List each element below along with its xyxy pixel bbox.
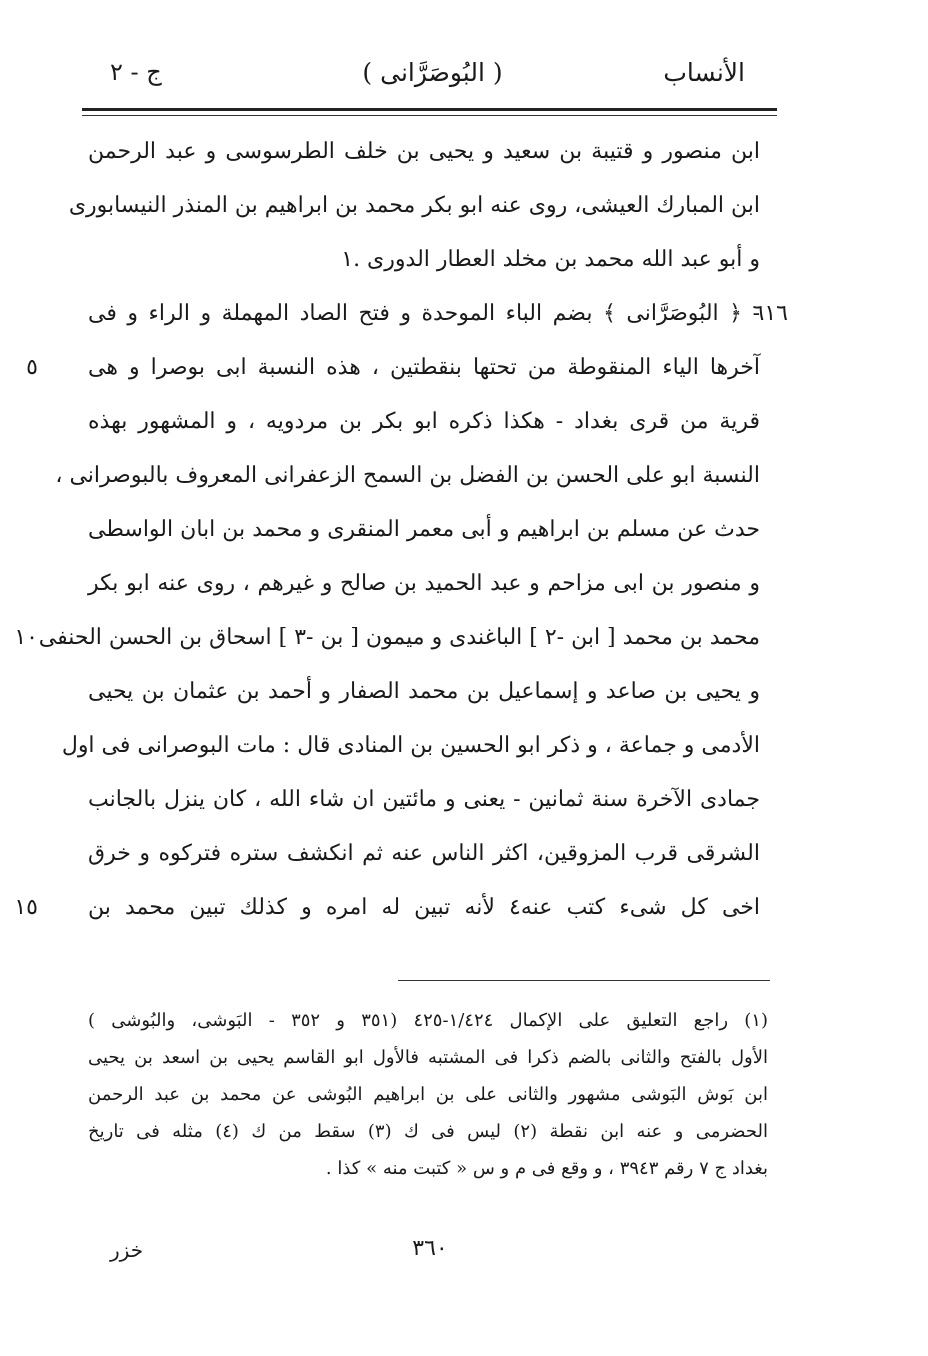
- line-text: الأدمى و جماعة ، و ذكر ابو الحسين بن المنادى قال : مات البوصرانى فى اول: [61, 733, 760, 758]
- running-header: [90, 58, 775, 98]
- line-text: و منصور بن ابى مزاحم و عبد الحميد بن صالح و غيرهم ، روى عنه ابو بكر: [88, 571, 760, 596]
- line-text: جمادى الآخرة سنة ثمانين - يعنى و مائتين ان شاء الله ، كان ينزل بالجانب: [88, 787, 760, 812]
- footnote-line: (١) راجع التعليق على الإكمال ١/٤٢٤-٤٢٥ (٣٥١ و ٣٥٢ - البَوشى، والبُوشى ): [88, 1010, 768, 1031]
- text-line: [88, 236, 760, 290]
- footnote-line: الأول بالفتح والثانى بالضم ذكرا فى المشتبه فالأول ابو القاسم يحيى بن اسعد بن يحيى: [88, 1047, 768, 1068]
- signature-code: خزر: [110, 1238, 144, 1262]
- line-text: و أبو عبد الله محمد بن مخلد العطار الدورى .١: [341, 247, 760, 272]
- text-line: [88, 776, 760, 830]
- text-line: [61, 722, 760, 776]
- line-text: ابن منصور و قتيبة بن سعيد و يحيى بن خلف الطرسوسى و عبد الرحمن: [88, 139, 760, 164]
- section-title: الأنساب: [663, 58, 745, 87]
- text-line: [26, 344, 760, 398]
- page-footer: [90, 1236, 770, 1270]
- line-text: حدث عن مسلم بن ابراهيم و أبى معمر المنقرى و محمد بن ابان الواسطى: [88, 517, 760, 542]
- text-line: [14, 614, 760, 668]
- text-line: [88, 398, 760, 452]
- text-line: [88, 128, 760, 182]
- line-text: النسبة ابو على الحسن بن الفضل بن السمح الزعفرانى المعروف بالبوصرانى ،: [55, 463, 760, 488]
- footnote-line: الحضرمى و عنه ابن نقطة (٢) ليس فى ك (٣) سقط من ك (٤) مثله فى تاريخ: [88, 1121, 769, 1142]
- entry-number: ٦١٦: [752, 301, 788, 326]
- header-rule-thin: [82, 115, 777, 116]
- footnotes: [88, 1004, 768, 1189]
- text-line: [68, 182, 760, 236]
- text-line: [88, 830, 760, 884]
- footnote-line: بغداد ج ٧ رقم ٣٩٤٣ ، و وقع فى م و س « كتبت منه » كذا .: [325, 1158, 768, 1179]
- text-line: [88, 668, 760, 722]
- text-line: [14, 884, 760, 938]
- volume-label: ج - ٢: [110, 58, 162, 86]
- line-text: الشرقى قرب المزوقين، اكثر الناس عنه ثم انكشف ستره فتركوه و خرق: [88, 841, 760, 866]
- entry-heading-line: [88, 290, 788, 344]
- line-text: و يحيى بن صاعد و إسماعيل بن محمد الصفار و أحمد بن عثمان بن يحيى: [88, 679, 760, 704]
- header-rule-thick: [82, 108, 777, 111]
- entry-title: ( البُوصَرَّانى ): [362, 58, 503, 87]
- line-text: - ﴿ البُوصَرَّانى ﴾ بضم الباء الموحدة و فتح الصاد المهملة و الراء و فى: [88, 301, 760, 326]
- line-text: محمد بن محمد [ ابن -٢ ] الباغندى و ميمون [ بن -٣ ] اسحاق بن الحسن الحنفى: [38, 625, 760, 650]
- main-text: [14, 128, 788, 938]
- line-text: آخرها الياء المنقوطة من تحتها بنقطتين ، هذه النسبة ابى بوصرا و هى: [88, 355, 760, 380]
- line-text: اخى كل شىء كتب عنه٤ لأنه تبين له امره و كذلك تبين محمد بن: [88, 895, 760, 920]
- line-number: ١٠: [14, 625, 38, 650]
- text-line: [55, 452, 760, 506]
- line-text: ابن المبارك العيشى، روى عنه ابو بكر محمد بن ابراهيم بن المنذر النيسابورى: [68, 193, 760, 218]
- footnote-rule: [398, 980, 770, 981]
- page-number: ٣٦٠: [412, 1236, 448, 1261]
- text-line: [88, 506, 760, 560]
- text-line: [88, 560, 760, 614]
- line-text: قرية من قرى بغداد - هكذا ذكره ابو بكر بن مردويه ، و المشهور بهذه: [88, 409, 760, 434]
- line-number: ٥: [26, 355, 38, 380]
- footnote-line: ابن بَوش البَوشى مشهور والثانى على بن ابراهيم البُوشى عن محمد بن عبد الرحمن: [88, 1084, 768, 1105]
- line-number: ١٥: [14, 895, 38, 920]
